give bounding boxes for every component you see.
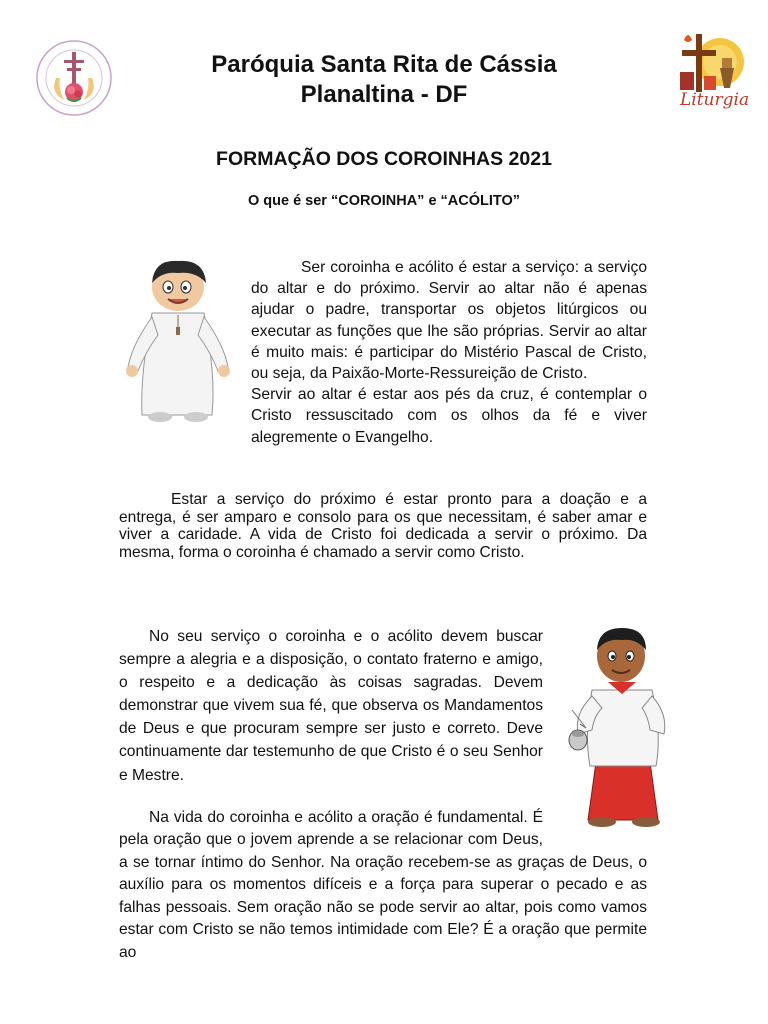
parish-name: Paróquia Santa Rita de Cássia	[211, 51, 557, 78]
intro-block	[119, 257, 647, 471]
document-subtitle: O que é ser “COROINHA” e “ACÓLITO”	[247, 193, 521, 209]
paragraph-3	[119, 491, 647, 561]
paragraph-5-text: Na vida do coroinha e acólito a oração é fundamental. É pela oração que o jovem aprende a se relacionar com Deus, a se tornar íntimo do Senhor. Na oração recebem-se as graças de Deus, o auxílio para os momentos difíceis e a força para superar o pecado e as falhas pessoais. Sem oração não se pode servir ao altar, pois como vamos estar com Cristo se não temos intimidade com Ele? É a oração que permite ao	[119, 808, 647, 961]
paragraph-3-block	[119, 491, 647, 561]
document-title: FORMAÇÃO DOS COROINHAS 2021	[216, 148, 552, 170]
image-float-spacer	[119, 257, 251, 447]
image-float-spacer-right	[543, 625, 647, 843]
paragraph-4-text: No seu serviço o coroinha e o acólito devem buscar sempre a alegria e a disposição, o contato fraterno e amigo, o respeito e a dedicação às coisas sagradas. Devem demonstrar que vivem sua fé, que observa os Mandamentos de Deus e que procuram sempre ser justo e correto. Deve continuamente dar testemunho de que Cristo é o seu Senhor e Mestre.	[119, 628, 543, 784]
liturgia-logo-text: Liturgia	[680, 90, 750, 110]
parish-city: Planaltina - DF	[300, 81, 468, 108]
liturgia-logo	[672, 28, 752, 114]
paragraph-1-text: Ser coroinha e acólito é estar a serviço: a serviço do altar e do próximo. Servir ao altar não é apenas ajudar o padre, transportar os objetos litúrgicos ou executar as funções que lhe são próprias. Servir ao altar é muito mais: é participar do Mistério Pascal de Cristo, ou seja, da Paixão-Morte-Ressureição de Cristo.	[251, 259, 647, 383]
service-block	[119, 625, 647, 970]
paragraph-2: Servir ao altar é estar aos pés da cruz, é contemplar o Cristo ressuscitado com os olhos da fé e viver alegremente o Evangelho.	[251, 386, 647, 446]
paragraph-3-text: Estar a serviço do próximo é estar pronto para a doação e a entrega, é ser amparo e consolo para os que necessitam, é saber amar e viver a caridade. A vida de Cristo foi dedicada a servir o próximo. Da mesma, forma o coroinha é chamado a servir como Cristo.	[119, 491, 647, 561]
